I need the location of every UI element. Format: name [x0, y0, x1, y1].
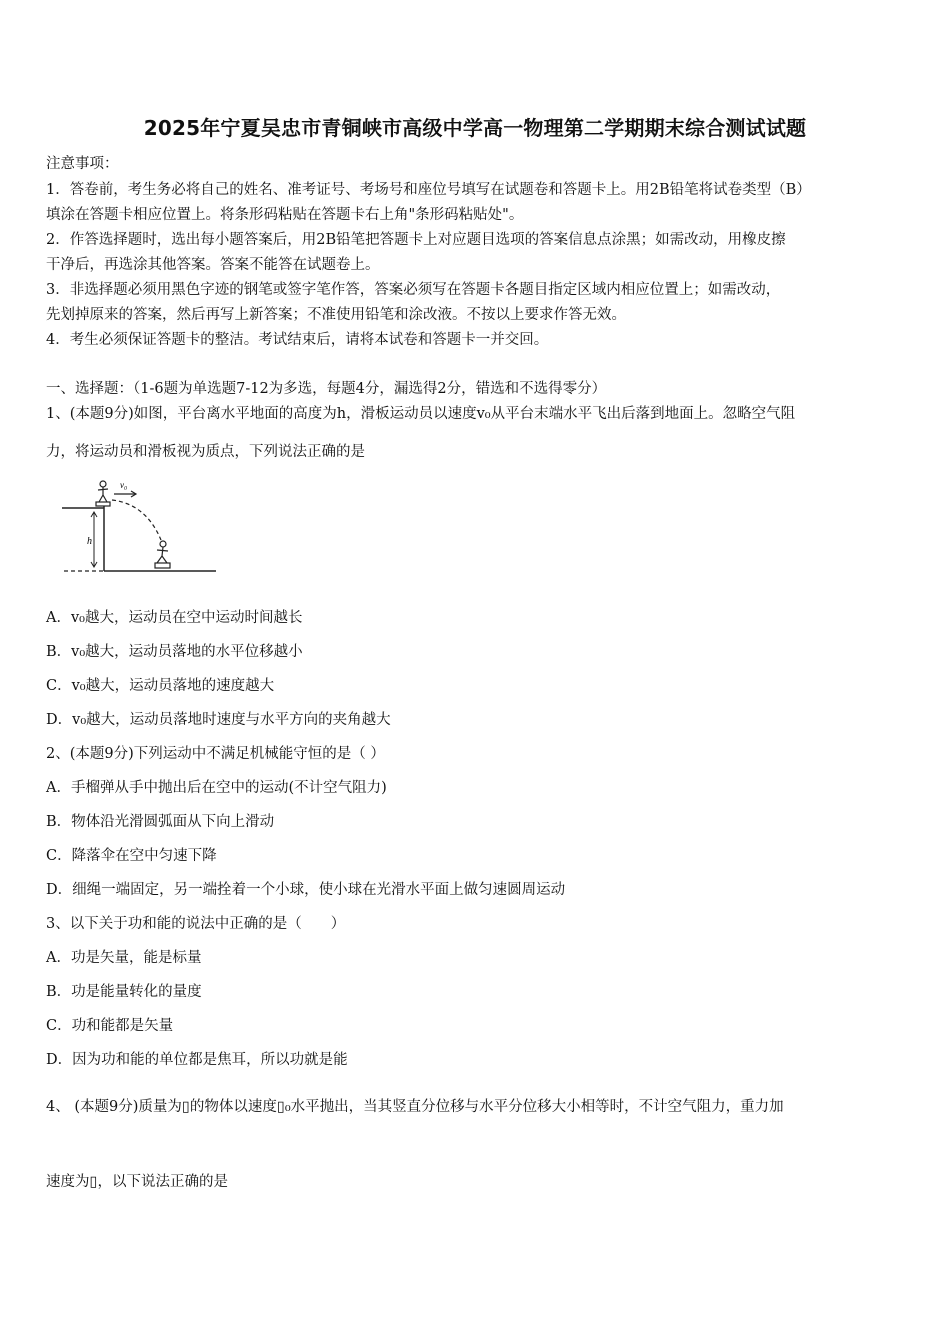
notice-line: 3．非选择题必须用黑色字迹的钢笔或签字笔作答，答案必须写在答题卡各题目指定区域内相应位置上；如需改动， — [46, 282, 781, 298]
section-heading: 一、选择题：（1-6题为单选题7-12为多选，每题4分，漏选得2分，错选和不选得零分） — [46, 381, 607, 397]
v0-label: v₀ — [120, 480, 128, 490]
q2-option-d: D．细绳一端固定，另一端拴着一个小球，使小球在光滑水平面上做匀速圆周运动 — [46, 882, 566, 898]
q1-option-a: A．v₀越大，运动员在空中运动时间越长 — [46, 610, 303, 626]
page-title: 2025年宁夏吴忠市青铜峡市高级中学高一物理第二学期期末综合测试试题 — [143, 116, 807, 140]
q4-stem-line1: 4、 (本题9分)质量为▯的物体以速度▯₀水平抛出，当其竖直分位移与水平分位移大小相等时，不计空气阻力，重力加 — [46, 1099, 784, 1115]
notice-line: 2．作答选择题时，选出每小题答案后，用2B铅笔把答题卡上对应题目选项的答案信息点涂黑；如需改动，用橡皮擦 — [46, 232, 786, 248]
notice-line: 先划掉原来的答案，然后再写上新答案；不准使用铅笔和涂改液。不按以上要求作答无效。 — [46, 307, 626, 323]
skater-bottom — [155, 541, 170, 568]
q3-option-b: B．功是能量转化的量度 — [46, 984, 202, 1000]
q2-option-a: A．手榴弹从手中抛出后在空中的运动(不计空气阻力) — [46, 780, 387, 796]
q2-option-b: B．物体沿光滑圆弧面从下向上滑动 — [46, 814, 275, 830]
q3-option-a: A．功是矢量，能是标量 — [46, 950, 202, 966]
q2-stem: 2、(本题9分)下列运动中不满足机械能守恒的是（ ） — [46, 746, 385, 762]
q1-figure — [56, 472, 226, 582]
q1-option-c: C．v₀越大，运动员落地的速度越大 — [46, 678, 275, 694]
q3-option-c: C．功和能都是矢量 — [46, 1018, 174, 1034]
h-label: h — [87, 536, 92, 547]
notice-line: 4．考生必须保证答题卡的整洁。考试结束后，请将本试卷和答题卡一并交回。 — [46, 332, 549, 348]
q2-option-c: C．降落伞在空中匀速下降 — [46, 848, 217, 864]
skater-top — [96, 481, 110, 506]
notice-line: 填涂在答题卡相应位置上。将条形码粘贴在答题卡右上角"条形码粘贴处"。 — [46, 207, 524, 223]
q4-stem-line2: 速度为▯，以下说法正确的是 — [46, 1174, 228, 1190]
q3-stem: 3、以下关于功和能的说法中正确的是（ ） — [46, 916, 346, 932]
q1-stem-line1: 1、(本题9分)如图，平台离水平地面的高度为h，滑板运动员以速度v₀从平台末端水平飞出后落到地面上。忽略空气阻 — [46, 406, 796, 422]
q1-option-b: B．v₀越大，运动员落地的水平位移越小 — [46, 644, 303, 660]
q3-option-d: D．因为功和能的单位都是焦耳，所以功就是能 — [46, 1052, 348, 1068]
notice-heading: 注意事项： — [46, 156, 119, 172]
notice-line: 1．答卷前，考生务必将自己的姓名、准考证号、考场号和座位号填写在试题卷和答题卡上。用2B铅笔将试卷类型（B） — [46, 182, 811, 198]
notice-line: 干净后，再选涂其他答案。答案不能答在试题卷上。 — [46, 257, 380, 273]
q1-stem-line2: 力，将运动员和滑板视为质点，下列说法正确的是 — [46, 444, 365, 460]
q1-option-d: D．v₀越大，运动员落地时速度与水平方向的夹角越大 — [46, 712, 391, 728]
